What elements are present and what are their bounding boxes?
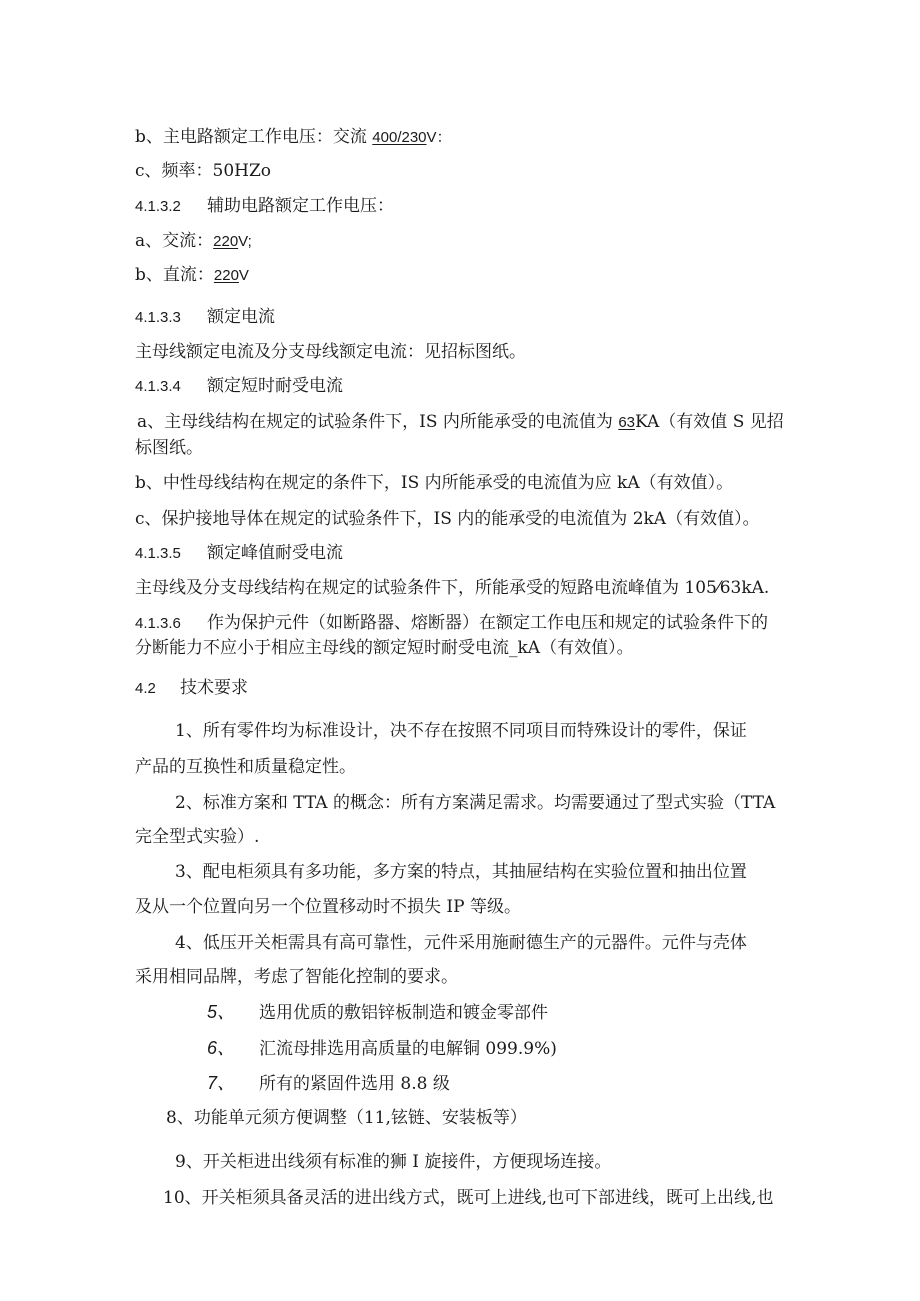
line-protective-earth: c、保护接地导体在规定的试验条件下，IS 内的能承受的电流值为 2kA（有效值）。 [135, 509, 760, 529]
section-text: 作为保护元件（如断路器、熔断器）在额定工作电压和规定的试验条件下的 [207, 613, 768, 633]
section-number: 4.1.3.5 [135, 545, 181, 562]
line-drawing-ref: 标图纸。 [135, 438, 203, 458]
line-rated-current: 主母线额定电流及分支母线额定电流：见招标图纸。 [135, 342, 526, 362]
req-2-line-1: 2、标准方案和 TTA 的概念：所有方案满足需求。均需要通过了型式实验（TTA [175, 793, 776, 813]
req-1-line-1: 1、所有零件均为标准设计，决不存在按照不同项目而特殊设计的零件，保证 [175, 721, 747, 741]
ac-unit: V; [238, 233, 252, 250]
req-1-line-2: 产品的互换性和质量稳定性。 [135, 757, 356, 777]
line-main-busbar [137, 411, 784, 434]
req-7 [207, 1072, 450, 1095]
req-number: 5、 [207, 1002, 236, 1022]
req-9: 9、开关柜进出线须有标准的狮 I 旋接件，方便现场连接。 [175, 1152, 612, 1172]
section-title: 额定峰值耐受电流 [207, 543, 343, 563]
section-title: 技术要求 [180, 678, 248, 698]
line-breaking-capacity: 分断能力不应小于相应主母线的额定短时耐受电流_kA（有效值）。 [135, 638, 634, 658]
main-voltage-value: 400/230 [372, 129, 427, 146]
req-number: 7、 [207, 1073, 236, 1093]
heading-4-1-3-6 [135, 612, 768, 635]
section-number: 4.1.3.4 [135, 378, 181, 395]
req-3-line-2: 及从一个位置向另一个位置移动时不损失 IP 等级。 [135, 897, 521, 917]
req-3-line-1: 3、配电柜须具有多功能，多方案的特点，其抽屉结构在实验位置和抽出位置 [175, 862, 747, 882]
heading-4-1-3-3 [135, 306, 275, 329]
heading-4-1-3-2 [135, 195, 394, 218]
section-title: 额定电流 [207, 307, 275, 327]
req-6 [207, 1037, 557, 1060]
req-4-line-2: 采用相同品牌，考虑了智能化控制的要求。 [135, 967, 458, 987]
dc-value: 220 [213, 267, 239, 284]
line-dc [135, 264, 249, 287]
heading-4-1-3-5 [135, 542, 343, 565]
line-peak-current: 主母线及分支母线结构在规定的试验条件下，所能承受的短路电流峰值为 105⁄63kA. [135, 578, 770, 598]
section-number: 4.2 [135, 680, 156, 697]
heading-4-2 [135, 677, 248, 700]
heading-4-1-3-4 [135, 375, 343, 398]
main-busbar-text: a、主母线结构在规定的试验条件下，IS 内所能承受的电流值为 [137, 412, 619, 432]
req-2-line-2: 完全型式实验）. [135, 827, 260, 847]
section-title: 辅助电路额定工作电压： [207, 196, 394, 216]
main-voltage-unit: V： [426, 129, 452, 146]
main-busbar-value: 63 [618, 414, 635, 431]
req-text: 汇流母排选用高质量的电解铜 099.9%) [259, 1039, 557, 1059]
req-text: 选用优质的敷铝锌板制造和镀金零部件 [259, 1003, 548, 1023]
line-main-voltage [135, 126, 452, 149]
main-busbar-tail: KA（有效值 S 见招 [635, 412, 784, 432]
req-10: 10、开关柜须具备灵活的进出线方式，既可上进线,也可下部进线，既可上出线,也 [163, 1188, 774, 1208]
ac-value: 220 [213, 233, 239, 250]
dc-label: b、直流： [135, 265, 214, 285]
req-text: 所有的紧固件选用 8.8 级 [259, 1074, 450, 1094]
req-8: 8、功能单元须方便调整（11,铉链、安装板等） [166, 1108, 527, 1128]
line-ac [135, 230, 252, 253]
req-number: 6、 [207, 1038, 236, 1058]
line-frequency: c、频率：50HZo [135, 161, 272, 181]
line-neutral-busbar: b、中性母线结构在规定的条件下，IS 内所能承受的电流值为应 kA（有效值）。 [135, 473, 734, 493]
section-title: 额定短时耐受电流 [207, 376, 343, 396]
section-number: 4.1.3.3 [135, 309, 181, 326]
line-main-voltage-text: b、主电路额定工作电压：交流 [135, 127, 373, 147]
req-4-line-1: 4、低压开关柜需具有高可靠性，元件采用施耐德生产的元器件。元件与壳体 [175, 933, 747, 953]
dc-unit: V [238, 267, 249, 284]
section-number: 4.1.3.6 [135, 615, 181, 632]
req-5 [207, 1001, 548, 1024]
section-number: 4.1.3.2 [135, 198, 181, 215]
ac-label: a、交流： [135, 231, 214, 251]
